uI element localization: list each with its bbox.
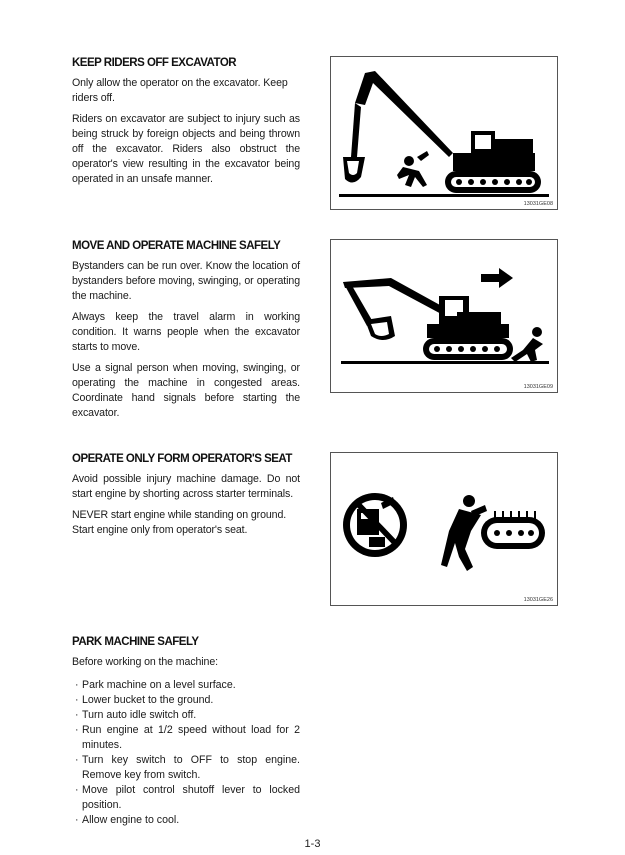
list-item: · Park machine on a level surface.	[75, 679, 236, 691]
section-heading: OPERATE ONLY FORM OPERATOR'S SEAT	[72, 453, 292, 465]
section-intro: Before working on the machine:	[72, 656, 218, 668]
section-park-machine-safely	[72, 636, 300, 828]
figure-code: 13031GE26	[523, 597, 553, 603]
section-keep-riders-off	[72, 57, 300, 193]
park-steps-list	[72, 678, 300, 828]
section-heading: PARK MACHINE SAFELY	[72, 636, 199, 648]
figure-code: 13031GE08	[523, 201, 553, 207]
excavator-bystander-illustration	[331, 240, 559, 394]
list-item: · Turn auto idle switch off.	[75, 709, 197, 721]
section-paragraph: NEVER start engine while standing on ground. Start engine only from operator's seat.	[72, 509, 287, 536]
list-item: · Run engine at 1/2 speed without load for 2 minutes.	[75, 724, 300, 751]
list-item: · Allow engine to cool.	[75, 814, 180, 826]
section-paragraph: Bystanders can be run over. Know the location of bystanders before moving, swinging, or operating the machine.	[72, 260, 300, 302]
figure-code: 13031GE09	[523, 384, 553, 390]
list-item: · Move pilot control shutoff lever to locked position.	[75, 784, 300, 811]
figure-riders-off-excavator	[330, 56, 558, 210]
section-paragraph: Only allow the operator on the excavator. Keep riders off.	[72, 77, 288, 104]
section-paragraph: Riders on excavator are subject to injury such as being struck by foreign objects and being thrown off the excavator. Riders also obstruct the operator's view resulting in the excavator being operated in an unsafe manner.	[72, 113, 300, 185]
section-heading: KEEP RIDERS OFF EXCAVATOR	[72, 57, 237, 69]
section-operate-from-seat	[72, 453, 300, 544]
section-paragraph: Avoid possible injury machine damage. Do not start engine by shorting across starter terminals.	[72, 473, 300, 500]
figure-move-machine-safely	[330, 239, 558, 393]
section-heading: MOVE AND OPERATE MACHINE SAFELY	[72, 240, 281, 252]
list-item: · Lower bucket to the ground.	[75, 694, 214, 706]
figure-operate-from-seat	[330, 452, 558, 606]
section-paragraph: Always keep the travel alarm in working condition. It warns people when the excavator starts to move.	[72, 311, 300, 353]
list-item: · Turn key switch to OFF to stop engine. Remove key from switch.	[75, 754, 300, 781]
section-paragraph: Use a signal person when moving, swinging, or operating the machine in congested areas. Coordinate hand signals before starting the excavator.	[72, 362, 300, 419]
section-move-operate-safely	[72, 240, 300, 427]
no-short-start-illustration	[331, 453, 559, 607]
excavator-rider-illustration	[331, 57, 559, 211]
page-number: 1-3	[304, 838, 321, 850]
